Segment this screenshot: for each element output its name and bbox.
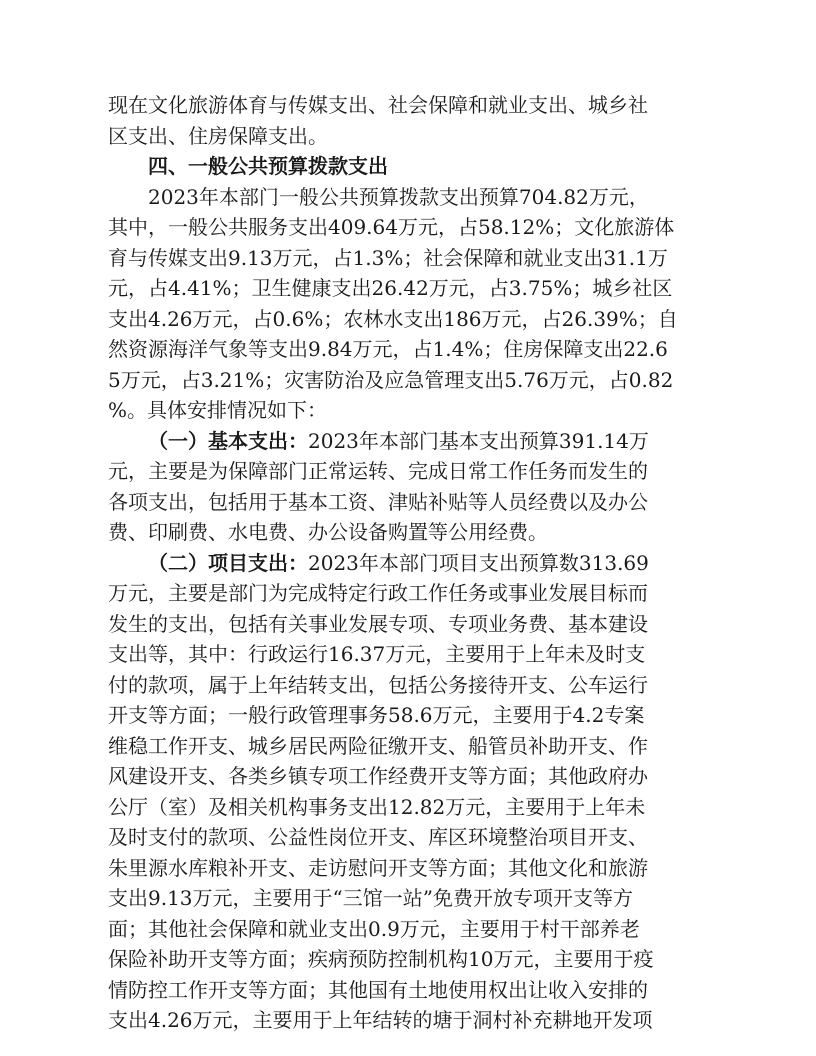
text-line: 朱里源水库粮补开支、走访慰问开支等方面；其他文化和旅游 — [108, 855, 648, 880]
text-line: 元，主要是为保障部门正常运转、完成日常工作任务而发生的 — [108, 459, 648, 483]
text-line: 保险补助开支等方面；疾病预防控制机构10万元，主要用于疫 — [108, 947, 654, 971]
text-line: 其中，一般公共服务支出409.64万元，占58.12%；文化旅游体 — [108, 215, 675, 239]
text-line: 费、印刷费、水电费、办公设备购置等公用经费。 — [108, 520, 548, 544]
text-line: %。具体安排情况如下： — [108, 398, 328, 422]
text-line: 各项支出，包括用于基本工资、津贴补贴等人员经费以及办公 — [108, 489, 648, 514]
text-line: 支出等，其中：行政运行16.37万元，主要用于上年未及时支 — [108, 642, 646, 666]
section-heading: 四、一般公共预算拨款支出 — [148, 154, 388, 178]
text-line: 然资源海洋气象等支出9.84万元，占1.4%；住房保障支出22.6 — [108, 337, 668, 361]
text-line: 公厅（室）及相关机构事务支出12.82万元，主要用于上年未 — [108, 794, 646, 819]
project-expense-label: （二）项目支出： — [148, 550, 308, 575]
text-line: 情防控工作开支等方面；其他国有土地使用权出让收入安排的 — [108, 977, 648, 1002]
text-line: 支出9.13万元，主要用于“三馆一站”免费开放专项开支等方 — [108, 886, 633, 910]
text-line: 支出4.26万元，主要用于上年结转的塘于洞村补充耕地开发项 — [108, 1008, 653, 1032]
text-line: 育与传媒支出9.13万元，占1.3%；社会保障和就业支出31.1万 — [108, 245, 668, 270]
text-line: 2023年本部门基本支出预算391.14万 — [308, 428, 649, 453]
text-line: 万元，主要是部门为完成特定行政工作任务或事业发展目标而 — [108, 581, 648, 605]
text-line: 元，占4.41%；卫生健康支出26.42万元，占3.75%；城乡社区 — [108, 276, 673, 300]
text-line: 维稳工作开支、城乡居民两险征缴开支、船管员补助开支、作 — [108, 733, 648, 758]
text-line: 5万元，占3.21%；灾害防治及应急管理支出5.76万元，占0.82 — [108, 367, 674, 392]
text-line: 现在文化旅游体育与传媒支出、社会保障和就业支出、城乡社 — [108, 93, 648, 117]
project-expense-paragraph-start — [108, 548, 708, 579]
text-line: 2023年本部门项目支出预算数313.69 — [308, 550, 649, 575]
document-page — [108, 90, 708, 1036]
text-line: 发生的支出，包括有关事业发展专项、专项业务费、基本建设 — [108, 611, 648, 636]
text-line: 风建设开支、各类乡镇专项工作经费开支等方面；其他政府办 — [108, 764, 648, 788]
text-line: 区支出、住房保障支出。 — [108, 123, 328, 148]
text-line: 付的款项，属于上年结转支出，包括公务接待开支、公车运行 — [108, 672, 648, 697]
text-line: 面；其他社会保障和就业支出0.9万元，主要用于村干部养老 — [108, 916, 640, 941]
text-line: 支出4.26万元，占0.6%；农林水支出186万元，占26.39%；自 — [108, 306, 678, 331]
text-line: 开支等方面；一般行政管理事务58.6万元，主要用于4.2专案 — [108, 703, 645, 727]
text-line: 2023年本部门一般公共预算拨款支出预算704.82万元， — [148, 184, 649, 209]
basic-expense-paragraph-start — [108, 426, 708, 457]
basic-expense-label: （一）基本支出： — [148, 428, 308, 453]
text-line: 及时支付的款项、公益性岗位开支、库区环境整治项目开支、 — [108, 825, 648, 849]
